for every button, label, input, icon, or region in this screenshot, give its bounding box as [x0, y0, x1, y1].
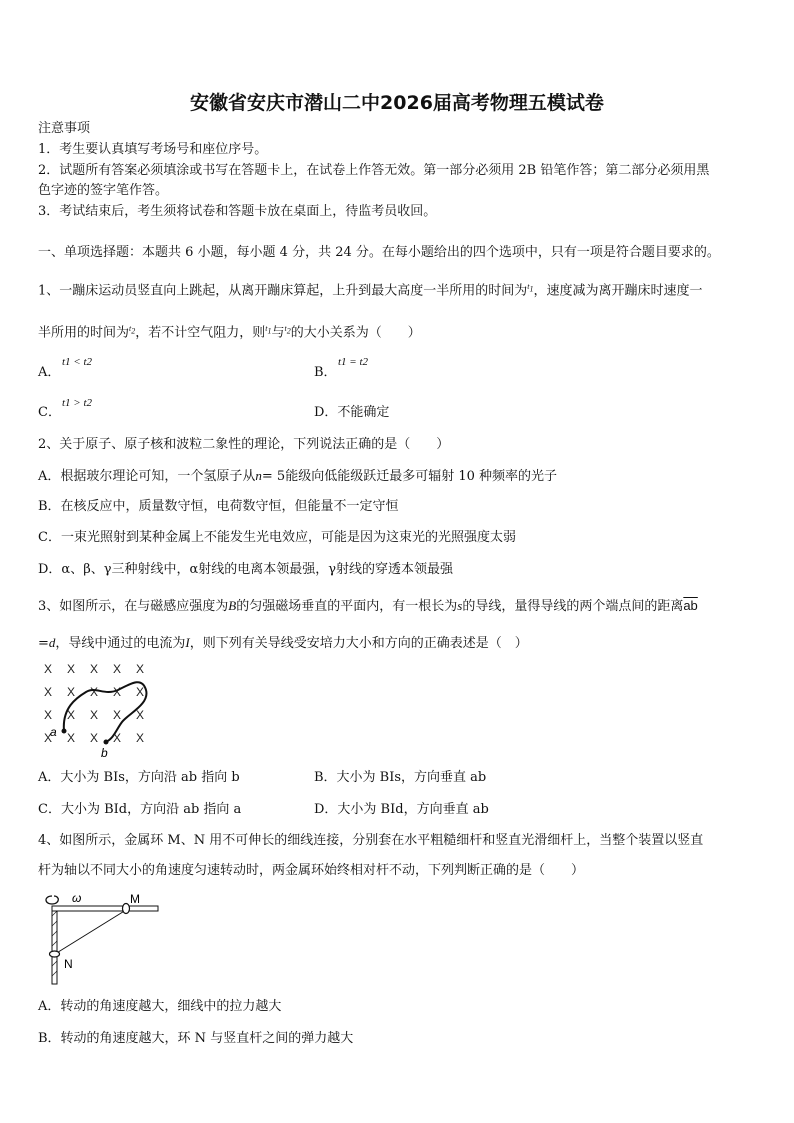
ring-n [50, 951, 60, 957]
q1-stem-line2 [38, 320, 421, 342]
q1-option-b-formula: t1 = t2 [338, 356, 369, 368]
notice-item-1: 1．考生要认真填写考场号和座位序号。 [38, 142, 268, 157]
q1-stem-line1 [38, 278, 703, 300]
q1-t1: t1 [527, 282, 534, 294]
q4-option-b: B．转动的角速度越大，环 N 与竖直杆之间的弹力越大 [38, 1031, 354, 1046]
field-x-mark: X [136, 685, 145, 699]
field-x-mark: X [90, 731, 99, 745]
q4-stem-line2: 杆为轴以不同大小的角速度匀速转动时，两金属环始终相对杆不动，下列判断正确的是（ ） [38, 863, 585, 878]
field-x-mark: X [90, 685, 99, 699]
q2-option-c: C．一束光照射到某种金属上不能发生光电效应，可能是因为这束光的光照强度太弱 [38, 530, 516, 545]
field-x-mark: X [67, 731, 76, 745]
q3-stem-line2: =d，导线中通过的电流为I，则下列有关导线受安培力大小和方向的正确表述是（ ） [38, 635, 528, 651]
q1-text-a: 1、一蹦床运动员竖直向上跳起，从离开蹦床算起，上升到最大高度一半所用的时间为 [38, 283, 528, 299]
field-x-mark: X [136, 662, 145, 676]
field-x-mark: X [44, 685, 53, 699]
q2-stem: 2、关于原子、原子核和波粒二象性的理论，下列说法正确的是（ ） [38, 437, 450, 452]
q3-magnetic-field-figure [34, 656, 164, 760]
q4-stem-line1: 4、如图所示，金属环 M、N 用不可伸长的细线连接，分别套在水平粗糙细杆和竖直光滑细杆上，当整个装置以竖直 [38, 833, 704, 848]
q1-t2: t2 [129, 324, 136, 336]
field-x-mark: X [67, 685, 76, 699]
q3-option-d: D．大小为 BId，方向垂直 ab [314, 802, 489, 817]
q4-rotating-rods-figure [38, 888, 168, 988]
field-x-mark: X [113, 708, 122, 722]
field-x-mark: X [44, 731, 53, 745]
field-x-mark: X [67, 662, 76, 676]
q3-option-a: A．大小为 BIs，方向沿 ab 指向 b [38, 770, 240, 785]
q1-option-b: B． [314, 365, 337, 380]
q2-option-b: B．在核反应中，质量数守恒，电荷数守恒，但能量不一定守恒 [38, 499, 399, 514]
q4-string [55, 910, 126, 954]
q1-text-e: 与 [271, 325, 285, 341]
q4-option-a: A．转动的角速度越大，细线中的拉力越大 [38, 999, 282, 1014]
field-x-mark: X [67, 708, 76, 722]
q3-endpoint-a [62, 729, 67, 734]
field-x-mark: X [113, 662, 122, 676]
field-x-mark: X [136, 731, 145, 745]
q1-t1-ref: t1 [265, 324, 272, 336]
horizontal-rod [52, 906, 158, 911]
q3-option-c: C．大小为 BId，方向沿 ab 指向 a [38, 802, 242, 817]
notice-item-2-cont: 色字迹的签字笔作答。 [38, 183, 169, 198]
q1-option-c: C． [38, 405, 61, 420]
q3-label-a: a [50, 725, 57, 739]
q1-text-b: ，速度减为离开蹦床时速度一 [533, 283, 703, 299]
ring-m [123, 904, 130, 914]
q1-option-a-formula: t1 < t2 [62, 356, 93, 368]
q3-endpoint-b [104, 740, 109, 745]
rotation-arrow-icon [46, 896, 58, 904]
field-x-mark: X [136, 708, 145, 722]
section-heading: 一、单项选择题：本题共 6 小题，每小题 4 分，共 24 分。在每小题给出的四个选项中，只有一项是符合题目要求的。 [38, 245, 720, 260]
q1-option-a: A． [38, 365, 61, 380]
q1-text-d: ，若不计空气阻力，则 [135, 325, 266, 341]
q1-text-f: 的大小关系为（ ） [290, 325, 421, 341]
field-x-mark: X [44, 708, 53, 722]
q2-option-a: A．根据玻尔理论可知，一个氢原子从n= 5能级向低能级跃迁最多可辐射 10 种频率的光子 [38, 468, 557, 484]
field-x-mark: X [113, 731, 122, 745]
field-x-mark: X [113, 685, 122, 699]
q1-option-d: D．不能确定 [314, 405, 390, 420]
page-title: 安徽省安庆市潜山二中2026届高考物理五模试卷 [190, 92, 604, 114]
q2-option-d: D．α、β、γ三种射线中，α射线的电离本领最强，γ射线的穿透本领最强 [38, 562, 454, 577]
q4-omega-label: ω [72, 891, 82, 905]
field-x-mark: X [44, 662, 53, 676]
notice-heading: 注意事项 [38, 121, 91, 136]
notice-item-2: 2．试题所有答案必须填涂或书写在答题卡上，在试卷上作答无效。第一部分必须用 2B 铅笔作答；第二部分必须用黑 [38, 163, 710, 178]
q3-label-b: b [101, 746, 108, 760]
q3-stem-line1: 3、如图所示，在与磁感应强度为B的匀强磁场垂直的平面内，有一根长为s的导线，量得导线的两个端点间的距离$\overline{ab}$ [38, 598, 698, 614]
q1-text-c: 半所用的时间为 [38, 325, 130, 341]
field-x-mark: X [90, 662, 99, 676]
q4-label-n: N [64, 957, 73, 971]
q4-label-m: M [130, 892, 140, 906]
q3-wire [64, 682, 147, 742]
q3-option-b: B．大小为 BIs，方向垂直 ab [314, 770, 487, 785]
q1-option-c-formula: t1 > t2 [62, 397, 93, 409]
notice-item-3: 3．考试结束后，考生须将试卷和答题卡放在桌面上，待监考员收回。 [38, 204, 437, 219]
q1-t2-ref: t2 [284, 324, 291, 336]
field-x-mark: X [90, 708, 99, 722]
